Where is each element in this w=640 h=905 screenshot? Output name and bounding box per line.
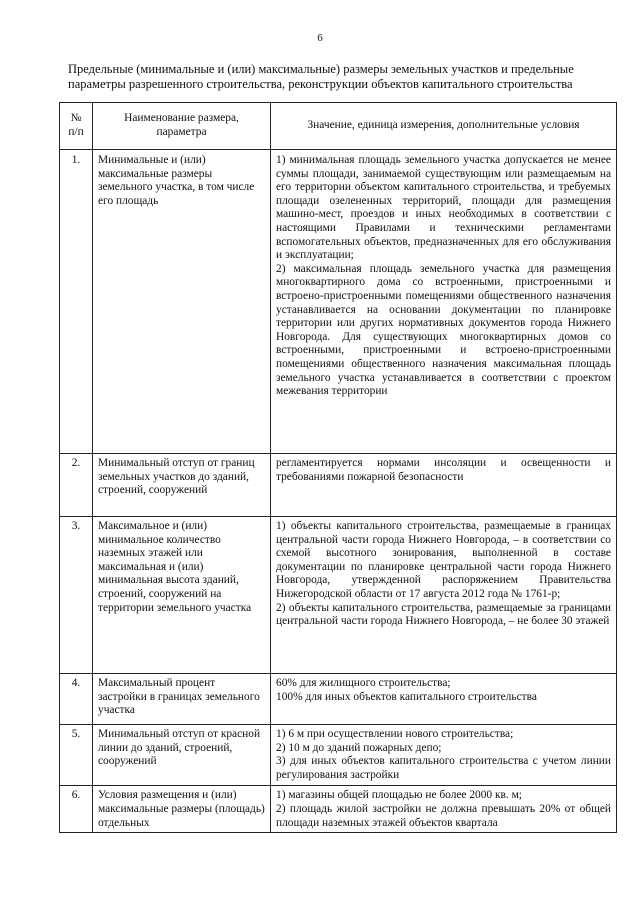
row-number: 3. <box>60 517 93 674</box>
table-row <box>60 150 617 454</box>
table-header-row <box>60 103 617 150</box>
page-title: Предельные (минимальные и (или) максимальные) размеры земельных участков и предельные параметры разрешенного строительства, реконструкции объектов капитального строительства <box>68 62 574 91</box>
header-value: Значение, единица измерения, дополнительные условия <box>271 103 617 150</box>
row-number: 2. <box>60 454 93 517</box>
table-row <box>60 725 617 786</box>
table-row <box>60 786 617 833</box>
page-number: 6 <box>317 32 323 44</box>
row-parameter-name: Максимальный процент застройки в границах земельного участка <box>93 674 271 725</box>
row-parameter-name: Минимальный отступ от красной линии до зданий, строений, сооружений <box>93 725 271 786</box>
parameters-table <box>59 102 617 833</box>
row-number: 4. <box>60 674 93 725</box>
value-item: 2) 10 м до зданий пожарных депо; <box>276 741 442 754</box>
value-item: 3) для иных объектов капитального строительства с учетом линии регулирования застройки <box>276 755 611 781</box>
value-item: 2) площадь жилой застройки не должна превышать 20% от общей площади наземных этажей объектов квартала <box>276 802 611 829</box>
value-item: 2) объекты капитального строительства, размещаемые за границами центральной части города Нижнего Новгорода, – не более 30 этажей <box>276 601 611 628</box>
value-item: 1) магазины общей площадью не более 2000 кв. м; <box>276 789 522 802</box>
row-value <box>271 786 617 833</box>
row-value <box>271 150 617 454</box>
value-item: 1) 6 м при осуществлении нового строительства; <box>276 728 514 740</box>
table-row <box>60 674 617 725</box>
row-parameter-name: Минимальный отступ от границ земельных участков до зданий, строений, сооружений <box>93 454 271 517</box>
value-item: 1) объекты капитального строительства, размещаемые в границах центральной части города Нижнего Новгорода, – в соответствии со схемой высотного зонирования, выполненной в составе документации по планировке центральной части города Нижнего Новгорода, утвержденной распоряжением Правительства Нижегородской области от 17 августа 2012 года № 1761-р; <box>276 520 611 600</box>
row-parameter-name: Условия размещения и (или) максимальные размеры (площадь) отдельных <box>93 786 271 833</box>
value-item: 60% для жилищного строительства; <box>276 677 451 689</box>
row-value <box>271 454 617 517</box>
row-value <box>271 517 617 674</box>
value-item: 1) минимальная площадь земельного участка допускается не менее суммы площади, занимаемой существующим или размещаемым на его территории объектом капитального строительства, и требуемых площади озелененных территорий, площади для размещения машино-мест, проездов и иных необходимых в соответствии с настоящими Правилами и техническими регламентами вспомогательных объектов, предназначенных для его обслуживания и эксплуатации; <box>276 154 611 262</box>
row-value <box>271 674 617 725</box>
row-number: 6. <box>60 786 93 833</box>
value-item: 100% для иных объектов капитального строительства <box>276 690 537 703</box>
row-number: 5. <box>60 725 93 786</box>
row-value <box>271 725 617 786</box>
row-parameter-name: Максимальное и (или) минимальное количество наземных этажей или максимальная и (или) минимальная высота зданий, строений, сооружений на территории земельного участка <box>93 517 271 674</box>
table-row <box>60 454 617 517</box>
value-item: 2) максимальная площадь земельного участка для размещения многоквартирного дома со встроенными, пристроенными и встроено-пристроенными помещениями общественного назначения устанавливается на основании документации по планировке территории или других нормативных документов города Нижнего Новгорода. Для существующих многоквартирных домов со встроенными, пристроенными и встроено-пристроенными помещениями общественного назначения максимальная площадь земельного участка устанавливается в соответствии с проектом межевания территории <box>276 262 611 398</box>
header-number: № п/п <box>60 103 93 150</box>
header-parameter-name: Наименование размера, параметра <box>93 103 271 150</box>
table-row <box>60 517 617 674</box>
row-number: 1. <box>60 150 93 454</box>
row-parameter-name: Минимальные и (или) максимальные размеры земельного участка, в том числе его площадь <box>93 150 271 454</box>
value-item: регламентируется нормами инсоляции и освещенности и требованиями пожарной безопасности <box>276 457 611 483</box>
